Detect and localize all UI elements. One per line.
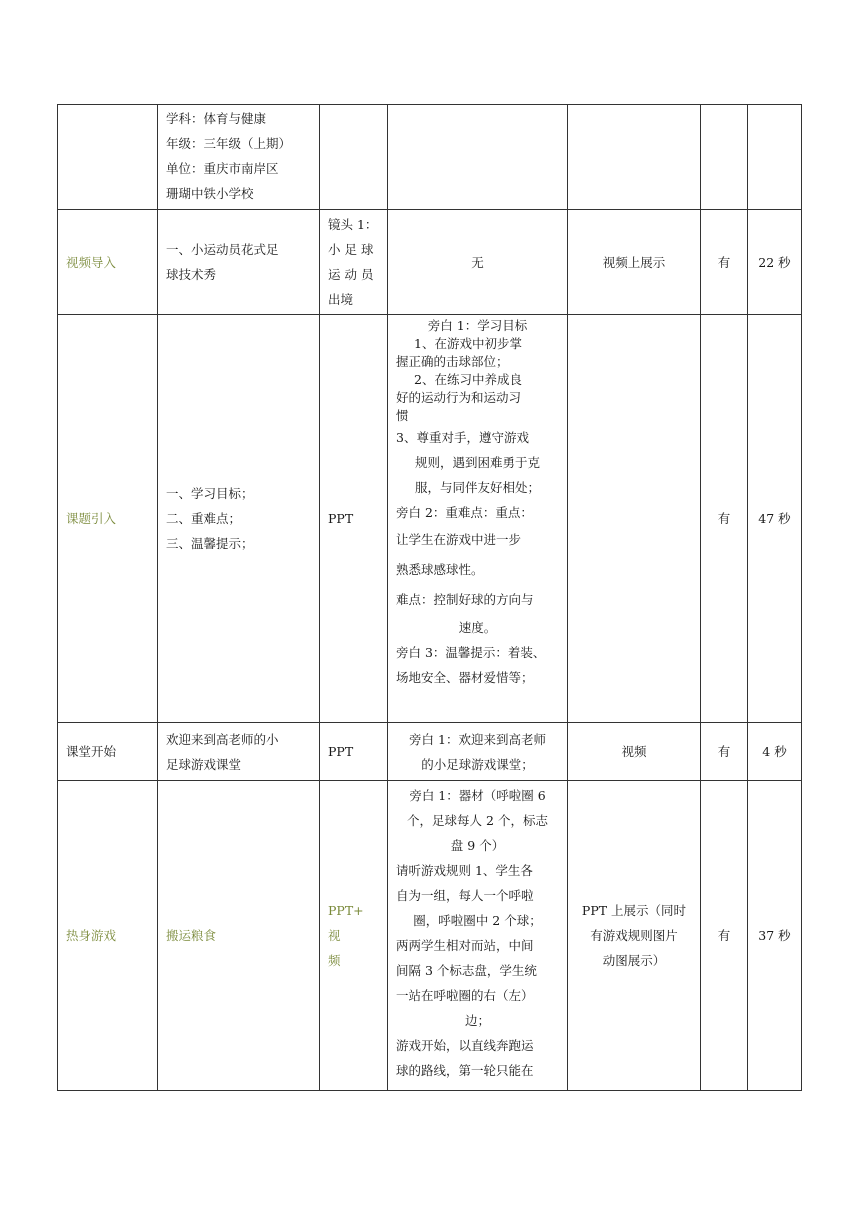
narration-line: 旁白 2：重难点：重点：	[396, 505, 533, 520]
display-cell: 视频	[568, 723, 701, 781]
subtitle-cell: 有	[701, 315, 748, 723]
narration-line: 球的路线，第一轮只能在	[396, 1063, 534, 1078]
duration-cell: 37 秒	[748, 781, 802, 1091]
segment-cell: 热身游戏	[58, 781, 158, 1091]
narration-line: 个，足球每人 2 个，标志	[407, 813, 548, 828]
narration-line: 旁白 3：温馨提示：着装、	[396, 645, 546, 660]
shot-cell	[320, 210, 388, 315]
shot-line: 镜头 1：	[328, 217, 378, 232]
unit-text: 单位：重庆市南岸区	[166, 161, 279, 176]
narration-line: 难点：控制好球的方向与	[396, 592, 534, 607]
display-line: 动图展示）	[602, 953, 666, 968]
table-row	[58, 315, 802, 723]
content-line: 欢迎来到高老师的小	[166, 731, 279, 747]
narration-cell: 无	[388, 210, 568, 315]
segment-cell	[58, 105, 158, 210]
table-row	[58, 210, 802, 315]
content-line: 球技术秀	[166, 267, 217, 282]
content-cell	[158, 315, 320, 723]
narration-line: 让学生在游戏中进一步	[396, 532, 522, 547]
narration-line: 2、在练习中养成良	[414, 372, 522, 387]
narration-line: 握正确的击球部位；	[396, 354, 509, 369]
narration-line: 旁白 1：器材（呼啦圈 6	[409, 788, 546, 803]
subject-text: 学科：体育与健康	[166, 111, 267, 126]
segment-cell: 课堂开始	[58, 723, 158, 781]
duration-cell	[748, 105, 802, 210]
shot-cell: PPT	[320, 723, 388, 781]
narration-line: 的小足球游戏课堂；	[421, 756, 534, 772]
narration-line: 圈，呼啦圈中 2 个球；	[413, 913, 542, 928]
display-cell: 视频上展示	[568, 210, 701, 315]
shot-line: 小 足 球	[328, 242, 374, 257]
narration-line: 间隔 3 个标志盘，学生统	[396, 963, 537, 978]
storyboard-table	[57, 104, 802, 1091]
narration-line: 自为一组，每人一个呼啦	[396, 888, 534, 903]
shot-line: PPT+ 视	[328, 903, 364, 943]
shot-line: 频	[328, 953, 341, 968]
segment-cell: 视频导入	[58, 210, 158, 315]
table-row	[58, 723, 802, 781]
display-line: 有游戏规则图片	[590, 928, 678, 943]
grade-text: 年级：三年级（上期）	[166, 136, 292, 151]
narration-line: 好的运动行为和运动习	[396, 390, 522, 405]
duration-cell: 4 秒	[748, 723, 802, 781]
segment-cell: 课题引入	[58, 315, 158, 723]
narration-line: 边；	[464, 1013, 490, 1028]
narration-line: 规则，遇到困难勇于克	[414, 455, 540, 470]
shot-cell: PPT	[320, 315, 388, 723]
narration-line: 盘 9 个）	[450, 838, 505, 853]
narration-line: 服，与同伴友好相处；	[414, 480, 540, 495]
shot-cell	[320, 105, 388, 210]
narration-line: 3、尊重对手，遵守游戏	[396, 430, 529, 445]
display-cell	[568, 105, 701, 210]
subtitle-cell: 有	[701, 723, 748, 781]
content-cell	[158, 105, 320, 210]
content-line: 二、重难点；	[166, 511, 242, 526]
narration-line: 1、在游戏中初步掌	[414, 336, 522, 351]
subtitle-cell	[701, 105, 748, 210]
narration-line: 场地安全、器材爱惜等；	[396, 670, 534, 685]
school-text: 珊瑚中铁小学校	[166, 186, 254, 201]
content-line: 三、温馨提示；	[166, 536, 254, 551]
duration-cell: 22 秒	[748, 210, 802, 315]
display-cell	[568, 781, 701, 1091]
content-line: 一、小运动员花式足	[166, 242, 279, 257]
narration-line: 速度。	[458, 620, 497, 635]
narration-line: 熟悉球感球性。	[396, 562, 484, 577]
display-line: PPT 上展示（同时	[581, 903, 687, 918]
narration-line: 旁白 1：学习目标	[427, 318, 528, 333]
content-line: 足球游戏课堂	[166, 756, 242, 772]
narration-line: 两两学生相对而站，中间	[396, 938, 534, 953]
narration-cell	[388, 781, 568, 1091]
narration-line: 一站在呼啦圈的右（左）	[396, 988, 534, 1003]
content-cell: 搬运粮食	[158, 781, 320, 1091]
table-row	[58, 105, 802, 210]
shot-line: 运 动 员	[328, 267, 374, 282]
narration-line: 惯	[396, 408, 409, 423]
narration-line: 旁白 1：欢迎来到高老师	[409, 731, 546, 747]
shot-line: 出境	[328, 292, 354, 307]
content-cell	[158, 723, 320, 781]
shot-cell	[320, 781, 388, 1091]
content-cell	[158, 210, 320, 315]
duration-cell: 47 秒	[748, 315, 802, 723]
narration-line: 游戏开始，以直线奔跑运	[396, 1038, 534, 1053]
subtitle-cell: 有	[701, 210, 748, 315]
display-cell	[568, 315, 701, 723]
narration-line: 请听游戏规则 1、学生各	[396, 863, 533, 878]
narration-cell	[388, 723, 568, 781]
narration-cell	[388, 105, 568, 210]
subtitle-cell: 有	[701, 781, 748, 1091]
content-line: 一、学习目标；	[166, 486, 254, 501]
table-row	[58, 781, 802, 1091]
narration-cell	[388, 315, 568, 723]
